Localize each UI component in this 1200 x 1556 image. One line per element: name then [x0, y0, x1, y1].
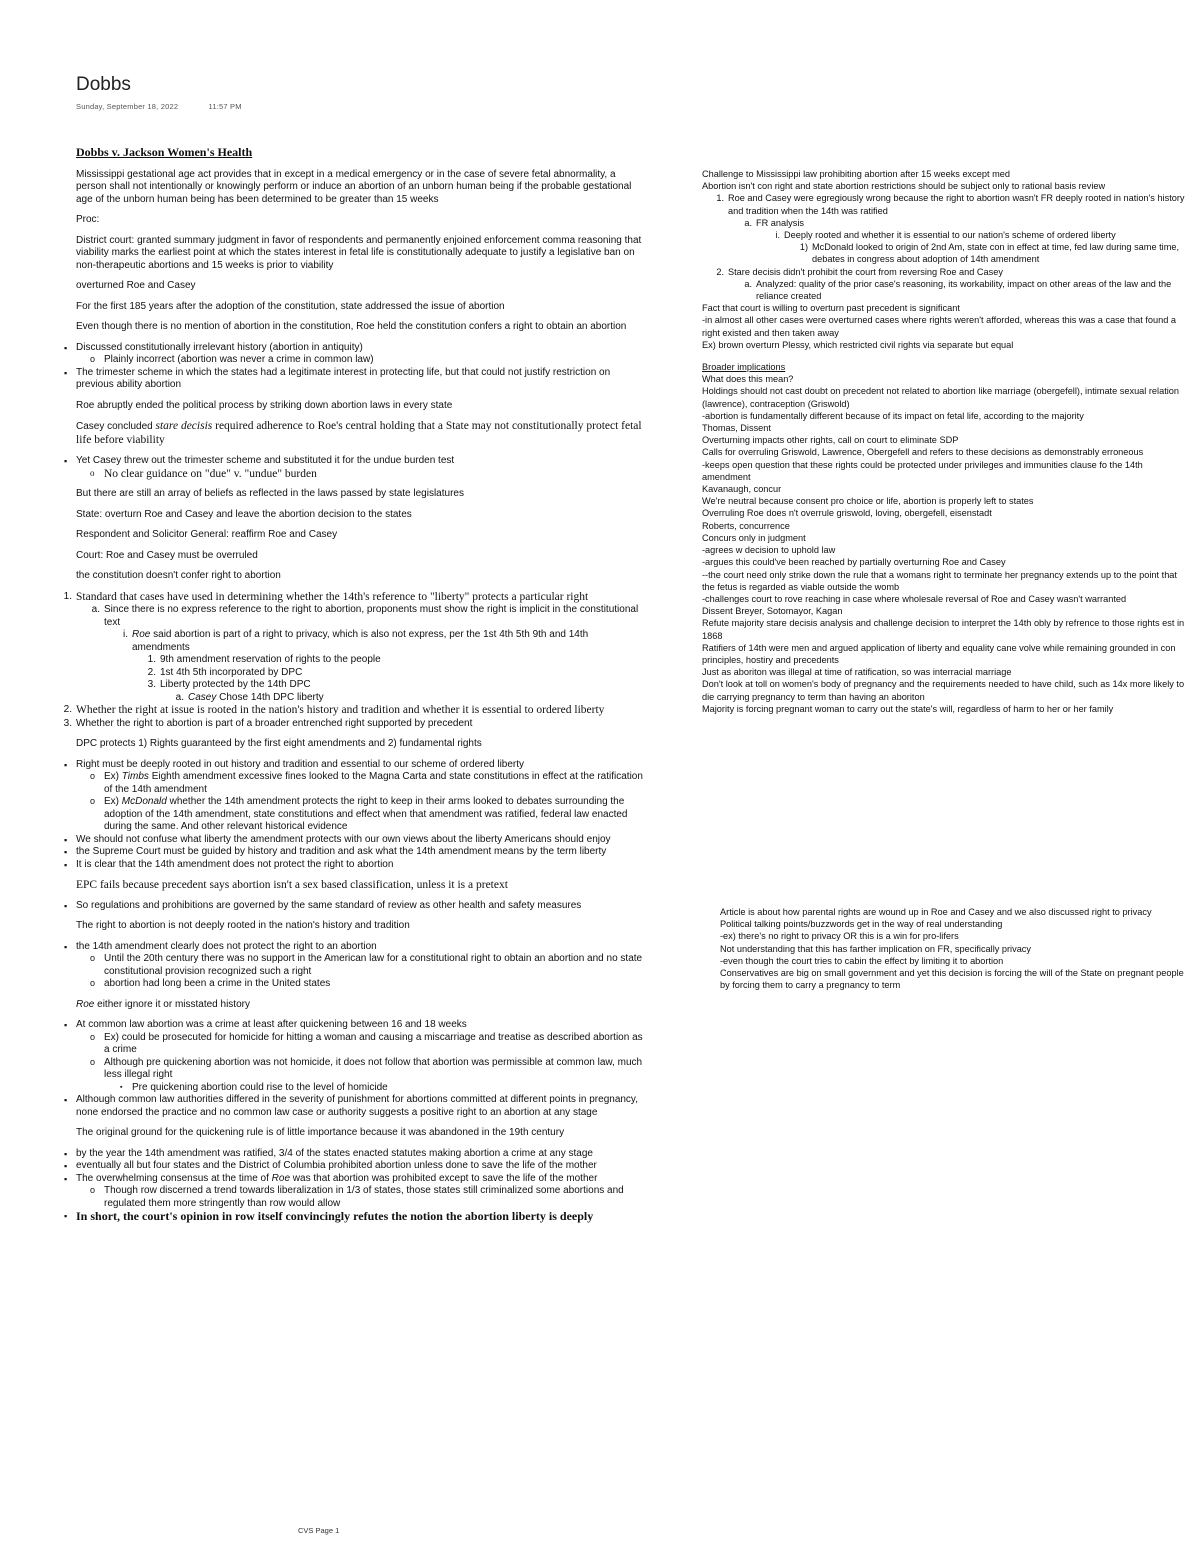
list-item: 3. Liberty protected by the 14th DPC a. Casey Chose 14th DPC liberty	[160, 679, 644, 704]
note-line: Overruling Roe does n't overrule griswold, loving, obergefell, eisenstadt	[702, 508, 992, 519]
note-line: -ex) there's no right to privacy OR this is a win for pro-lifers	[720, 931, 959, 942]
list-item: ▪ eventually all but four states and the District of Columbia prohibited abortion unless done to save the life of the mother	[76, 1160, 644, 1173]
note-line: -even though the court tries to cabin the effect by limiting it to abortion	[720, 955, 1004, 966]
paragraph: For the first 185 years after the adoption of the constitution, state addressed the issue of abortion	[76, 300, 505, 312]
note-line: Refute majority stare decisis analysis and challenge decision to interpret the 14th obly by refrence to those rights est in 1868	[702, 618, 1185, 641]
list-item: o Although pre quickening abortion was not homicide, it does not follow that abortion was permissible at common law, much less illegal right ▪ Pre quickening abortion could rise to the level of homicide	[104, 1057, 644, 1095]
list-item: o Ex) McDonald whether the 14th amendment protects the right to keep in their arms looked to debates surrounding the adoption of the 14th amendment, state constitutions and effect when that amendment was ratified, federal law enacted during the same. And other relevant historical evidence	[104, 796, 644, 834]
list-item: ▪ Pre quickening abortion could rise to the level of homicide	[132, 1082, 644, 1095]
bullet-list	[76, 759, 644, 872]
list-item: a. Casey Chose 14th DPC liberty	[175, 691, 324, 703]
right-notes-column	[702, 168, 1192, 715]
paragraph: Casey concluded stare decisis required adherence to Roe's central holding that a State may not constitutionally protect fetal life before viability	[76, 420, 642, 446]
list-item: ▪ At common law abortion was a crime at least after quickening between 16 and 18 weeks o Ex) could be prosecuted for homicide for hitting a woman and causing a miscarriage and treatise as described abortion as a crime o Although pre quickening abortion was not homicide, it does not follow that abortion was permissible at common law, much less illegal right ▪ Pre quickening abortion could rise to the level of homicide	[76, 1019, 644, 1094]
page-footer: CVS Page 1	[298, 1526, 340, 1535]
section-heading: Broader implications	[702, 362, 786, 373]
note-line: Ratifiers of 14th were men and argued application of liberty and equality cane volve while remaining grounded in con principles, hostiry and precedents	[702, 642, 1176, 665]
note-line: Just as aboriton was illegal at time of ratification, so was interracial marriage	[702, 667, 1012, 678]
paragraph: DPC protects 1) Rights guaranteed by the first eight amendments and 2) fundamental rights	[76, 738, 482, 749]
note-line: What does this mean?	[702, 374, 794, 385]
note-line: -keeps open question that these rights could be protected under privileges and immunities clause fo the 14th amendment	[702, 459, 1143, 482]
note-line: -abortion is fundamentally different because of its impact on fetal life, according to the majority	[702, 410, 1084, 421]
numbered-list	[63, 590, 644, 731]
article-notes-block	[720, 906, 1190, 991]
list-item: a. FR analysis i. Deeply rooted and whether it is essential to our nation's scheme of ordered liberty 1) McDonald looked to origin of 2nd Am, state con in effect at time, fed law during same time, debates in congress about adoption of 14th amendment	[756, 217, 1192, 266]
list-item: ▪ It is clear that the 14th amendment does not protect the right to abortion	[76, 859, 644, 872]
note-line: --the court need only strike down the rule that a womans right to terminate her pregnancy extends up to the point that the fetus is regarded as viable outside the womb	[702, 569, 1177, 592]
page-dateline	[76, 101, 242, 114]
case-heading: Dobbs v. Jackson Women's Health	[76, 145, 253, 159]
bullet-list	[76, 1148, 644, 1223]
note-line: Abortion isn't con right and state abortion restrictions should be subject only to rational basis review	[702, 181, 1106, 192]
paragraph: Roe abruptly ended the political process by striking down abortion laws in every state	[76, 399, 453, 411]
list-item: ▪ Right must be deeply rooted in out history and tradition and essential to our scheme of ordered liberty o Ex) Timbs Eighth amendment excessive fines looked to the Magna Carta and state constitutions in effect at the ratification of the 14th amendment o Ex) McDonald whether the 14th amendment protects the right to keep in their arms looked to debates surrounding the adoption of the 14th amendment, state constitutions and effect when that amendment was ratified, federal law enacted during the same. And other relevant historical evidence	[76, 759, 644, 834]
note-line: Dissent Breyer, Sotomayor, Kagan	[702, 606, 843, 617]
note-line: Don't look at toll on women's body of pregnancy and the requirements needed to have child, such as 14x more likely to die carrying pregnancy to term than having an aboriton	[702, 679, 1185, 702]
list-item: ▪ Yet Casey threw out the trimester scheme and substituted it for the undue burden test o No clear guidance on "due" v. "undue" burden	[76, 455, 644, 480]
note-line: Challenge to Mississippi law prohibiting abortion after 15 weeks except med	[702, 169, 1010, 179]
page-date: Sunday, September 18, 2022	[76, 102, 179, 111]
list-item: ▪ by the year the 14th amendment was ratified, 3/4 of the states enacted statutes making abortion a crime at any stage	[76, 1148, 644, 1161]
note-line: Not understanding that this has farther implication on FR, specifically privacy	[720, 943, 1031, 954]
paragraph: The right to abortion is not deeply rooted in the nation's history and tradition	[76, 920, 410, 931]
note-line: Overturning impacts other rights, call on court to eliminate SDP	[702, 435, 959, 446]
paragraph: Mississippi gestational age act provides that in except in a medical emergency or in the case of severe fetal abnormality, a person shall not intentionally or knowingly perform or induce an abortion of an unborn human being if the probable gestational age of the unborn human being has been determined to be greater than 15 weeks	[76, 168, 632, 205]
list-item: o Until the 20th century there was no support in the American law for a constitutional right to obtain an abortion and no state constitutional provision recognized such a right	[104, 953, 644, 978]
note-line: Calls for overruling Griswold, Lawrence, Obergefell and refers to these decisions as demonstrably erroneous	[702, 447, 1144, 458]
list-item: ▪ Discussed constitutionally irrelevant history (abortion in antiquity) o Plainly incorrect (abortion was never a crime in common law)	[76, 342, 644, 367]
list-item: o Ex) could be prosecuted for homicide for hitting a woman and causing a miscarriage and treatise as described abortion as a crime	[104, 1032, 644, 1057]
note-line: Political talking points/buzzwords get in the way of real understanding	[720, 919, 1003, 930]
list-item: 2. 1st 4th 5th incorporated by DPC	[147, 666, 303, 678]
note-line: -argues this could've been reached by partially overturning Roe and Casey	[702, 557, 1006, 568]
note-line: Roberts, concurrence	[702, 520, 790, 531]
bullet-list	[76, 900, 644, 913]
page-time: 11:57 PM	[208, 102, 242, 111]
paragraph: Court: Roe and Casey must be overruled	[76, 549, 258, 561]
list-item: ▪ the 14th amendment clearly does not protect the right to an abortion o Until the 20th century there was no support in the American law for a constitutional right to obtain an abortion and no state constitutional provision recognized such a right o abortion had long been a crime in the United states	[76, 941, 644, 991]
note-line: Concurs only in judgment	[702, 532, 806, 543]
paragraph: EPC fails because precedent says abortion isn't a sex based classification, unless it is a pretext	[76, 879, 508, 891]
note-line: -agrees w decision to uphold law	[702, 545, 836, 556]
list-item: ▪ In short, the court's opinion in row itself convincingly refutes the notion the abortion liberty is deeply	[76, 1210, 644, 1223]
bullet-list	[76, 1019, 644, 1119]
list-item: ▪ We should not confuse what liberty the amendment protects with our own views about the liberty Americans should enjoy	[76, 834, 644, 847]
left-notes-column	[63, 145, 644, 1231]
paragraph: State: overturn Roe and Casey and leave the abortion decision to the states	[76, 508, 412, 520]
list-item: ▪ So regulations and prohibitions are governed by the same standard of review as other health and safety measures	[76, 900, 644, 913]
list-item: a. Since there is no express reference to the right to abortion, proponents must show the right is implicit in the constitutional text i. Roe said abortion is part of a right to privacy, which is also not express, per the 1st 4th 5th 9th and 14th amendments 1. 9th amendment reservation of rights to the people 2. 1st 4th 5th incorporated by DPC 3. Liberty protected by the 14th DPC a. Casey Chose 14th DPC liberty	[104, 604, 644, 704]
bullet-list	[76, 342, 644, 392]
list-item: 1. Standard that cases have used in determining whether the 14th's reference to "liberty" protects a particular right a. Since there is no express reference to the right to abortion, proponents must show the right is implicit in the constitutional text i. Roe said abortion is part of a right to privacy, which is also not express, per the 1st 4th 5th 9th and 14th amendments 1. 9th amendment reservation of rights to the people 2. 1st 4th 5th incorporated by DPC 3. Liberty protected by the 14th DPC a. Casey Chose 14th DPC liberty	[76, 591, 644, 705]
list-item: 3. Whether the right to abortion is part of a broader entrenched right supported by precedent	[63, 717, 473, 729]
note-line: -in almost all other cases were overturned cases where rights weren't afforded, whereas this was a case that found a right existed and then taken away	[702, 315, 1176, 338]
note-line: Fact that court is willing to overturn past precedent is significant	[702, 303, 960, 314]
list-item: i. Roe said abortion is part of a right to privacy, which is also not express, per the 1st 4th 5th 9th and 14th amendments 1. 9th amendment reservation of rights to the people 2. 1st 4th 5th incorporated by DPC 3. Liberty protected by the 14th DPC a. Casey Chose 14th DPC liberty	[132, 629, 644, 704]
note-line: We're neutral because consent pro choice or life, abortion is properly left to states	[702, 496, 1034, 507]
note-line: Majority is forcing pregnant woman to carry out the state's will, regardless of harm to her or her family	[702, 703, 1114, 714]
note-line: Conservatives are big on small government and yet this decision is forcing the will of the State on pregnant people by forcing them to carry a pregnancy to term	[720, 968, 1184, 991]
list-item: o abortion had long been a crime in the United states	[104, 978, 644, 991]
page-title: Dobbs	[76, 74, 131, 95]
numbered-list	[702, 192, 1192, 302]
paragraph: District court: granted summary judgment in favor of respondents and permanently enjoined enforcement comma reasoning that viability marks the earliest point at which the states interest in fetal life is constitutionally adequate to justify a legislative ban on non-therapeutic abortions and 15 weeks is prior to viability	[76, 234, 642, 271]
paragraph: Even though there is no mention of abortion in the constitution, Roe held the constitution confers a right to obtain an abortion	[76, 321, 627, 332]
list-item: 2. Stare decisis didn't prohibit the court from reversing Roe and Casey a. Analyzed: quality of the prior case's reasoning, its workability, impact on other areas of the law and the reliance created	[728, 266, 1192, 303]
list-item: 2. Whether the right at issue is rooted in the nation's history and tradition and whether it is essential to ordered liberty	[63, 704, 605, 716]
paragraph: Proc:	[76, 214, 100, 225]
list-item: o Plainly incorrect (abortion was never a crime in common law)	[104, 354, 644, 367]
note-line: Article is about how parental rights are wound up in Roe and Casey and we also discussed right to privacy	[720, 907, 1152, 917]
list-item: o Ex) Timbs Eighth amendment excessive fines looked to the Magna Carta and state constitutions in effect at the ratification of the 14th amendment	[104, 771, 644, 796]
list-item: o Though row discerned a trend towards liberalization in 1/3 of states, those states still criminalized some abortions and regulated them more stringently than row would allow	[104, 1185, 644, 1210]
note-line: Ex) brown overturn Plessy, which restricted civil rights via separate but equal	[702, 339, 1014, 350]
paragraph: overturned Roe and Casey	[76, 280, 196, 291]
list-item: i. Deeply rooted and whether it is essential to our nation's scheme of ordered liberty 1) McDonald looked to origin of 2nd Am, state con in effect at time, fed law during same time, debates in congress about adoption of 14th amendment	[784, 229, 1192, 266]
note-line: Thomas, Dissent	[702, 423, 771, 434]
paragraph: the constitution doesn't confer right to abortion	[76, 570, 281, 581]
list-item: 1) McDonald looked to origin of 2nd Am, state con in effect at time, fed law during same time, debates in congress about adoption of 14th amendment	[799, 242, 1180, 265]
bullet-list	[76, 455, 644, 480]
paragraph: But there are still an array of beliefs as reflected in the laws passed by state legislatures	[76, 488, 464, 499]
list-item: ▪ the Supreme Court must be guided by history and tradition and ask what the 14th amendment means by the term liberty	[76, 846, 644, 859]
note-line: Kavanaugh, concur	[702, 484, 782, 495]
note-line: Holdings should not cast doubt on precedent not related to abortion like marriage (obergefell), intimate sexual relation (lawrence), contraception (Griswold)	[702, 386, 1180, 409]
note-line: -challenges court to rove reaching in case where wholesale reversal of Roe and Casey wasn't warranted	[702, 593, 1127, 604]
list-item: 1. Roe and Casey were egregiously wrong because the right to abortion wasn't FR deeply rooted in nation's history and tradition when the 14th was ratified a. FR analysis i. Deeply rooted and whether it is essential to our nation's scheme of ordered liberty 1) McDonald looked to origin of 2nd Am, state con in effect at time, fed law during same time, debates in congress about adoption of 14th amendment	[728, 192, 1192, 265]
bullet-list	[76, 941, 644, 991]
list-item: a. Analyzed: quality of the prior case's reasoning, its workability, impact on other areas of the law and the reliance created	[744, 278, 1172, 302]
list-item: ▪ The overwhelming consensus at the time of Roe was that abortion was prohibited except to save the life of the mother o Though row discerned a trend towards liberalization in 1/3 of states, those states still criminalized some abortions and regulated them more stringently than row would allow	[76, 1173, 644, 1211]
list-item: 1. 9th amendment reservation of rights to the people	[147, 654, 381, 665]
list-item: ▪ Although common law authorities differed in the severity of punishment for abortions committed at different points in pregnancy, none endorsed the practice and no common law case or authority suggests a positive right to an abortion at any stage	[76, 1094, 644, 1119]
paragraph: Respondent and Solicitor General: reaffirm Roe and Casey	[76, 529, 338, 540]
list-item: o No clear guidance on "due" v. "undue" burden	[104, 468, 644, 481]
paragraph: The original ground for the quickening rule is of little importance because it was abandoned in the 19th century	[76, 1127, 565, 1138]
paragraph: Roe either ignore it or misstated history	[76, 998, 250, 1010]
list-item: ▪ The trimester scheme in which the states had a legitimate interest in protecting life, but that could not justify restriction on previous ability abortion	[76, 367, 644, 392]
